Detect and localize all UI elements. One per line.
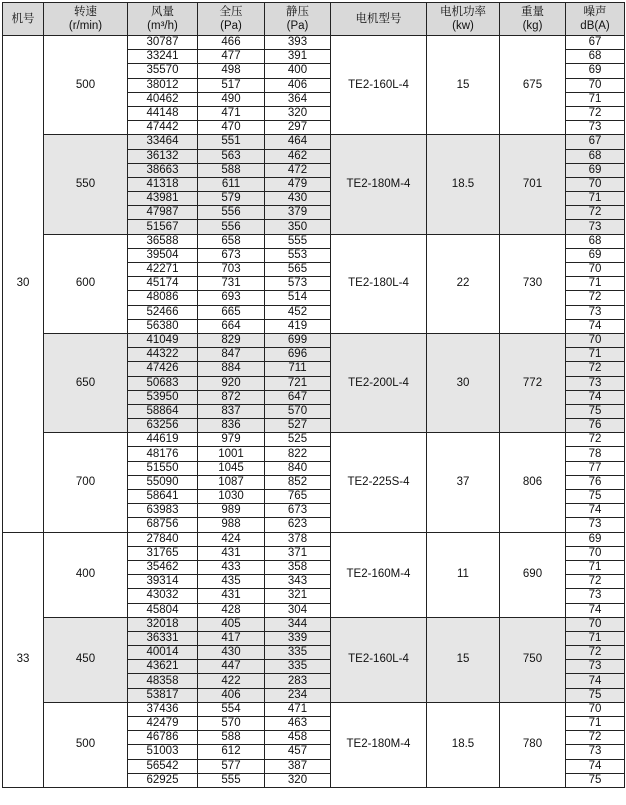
noise-cell: 71 <box>566 631 625 645</box>
header-unit: (kg) <box>522 20 543 32</box>
noise-cell: 67 <box>566 135 625 149</box>
airflow-cell: 68756 <box>128 518 198 532</box>
noise-cell: 73 <box>566 660 625 674</box>
table-row <box>3 333 625 347</box>
total-pressure-cell: 563 <box>198 149 265 163</box>
noise-cell: 69 <box>566 64 625 78</box>
weight-cell: 806 <box>500 433 566 532</box>
airflow-cell: 63983 <box>128 504 198 518</box>
total-pressure-cell: 424 <box>198 532 265 546</box>
airflow-cell: 44148 <box>128 106 198 120</box>
speed-cell: 450 <box>44 617 128 702</box>
speed-cell: 700 <box>44 433 128 532</box>
airflow-cell: 35570 <box>128 64 198 78</box>
static-pressure-cell: 514 <box>265 291 331 305</box>
airflow-cell: 30787 <box>128 36 198 50</box>
static-pressure-cell: 472 <box>265 163 331 177</box>
header-label: 电机型号 <box>355 13 402 25</box>
total-pressure-cell: 847 <box>198 348 265 362</box>
noise-cell: 78 <box>566 447 625 461</box>
noise-cell: 74 <box>566 759 625 773</box>
total-pressure-cell: 1087 <box>198 475 265 489</box>
noise-cell: 71 <box>566 560 625 574</box>
static-pressure-cell: 297 <box>265 121 331 135</box>
speed-cell: 550 <box>44 135 128 234</box>
total-pressure-cell: 658 <box>198 234 265 248</box>
total-pressure-cell: 731 <box>198 277 265 291</box>
noise-cell: 72 <box>566 362 625 376</box>
motor-power-cell: 15 <box>427 617 500 702</box>
static-pressure-cell: 371 <box>265 546 331 560</box>
total-pressure-cell: 517 <box>198 78 265 92</box>
noise-cell: 72 <box>566 575 625 589</box>
noise-cell: 73 <box>566 376 625 390</box>
motor-model-cell: TE2-160L-4 <box>331 36 427 135</box>
airflow-cell: 36132 <box>128 149 198 163</box>
static-pressure-cell: 452 <box>265 305 331 319</box>
fan-performance-table <box>2 2 625 788</box>
static-pressure-cell: 335 <box>265 660 331 674</box>
weight-cell: 690 <box>500 532 566 617</box>
airflow-cell: 45174 <box>128 277 198 291</box>
motor-power-cell: 37 <box>427 433 500 532</box>
header-unit: (kw) <box>452 20 474 32</box>
airflow-cell: 48358 <box>128 674 198 688</box>
speed-cell: 600 <box>44 234 128 333</box>
total-pressure-cell: 673 <box>198 248 265 262</box>
static-pressure-cell: 696 <box>265 348 331 362</box>
static-pressure-cell: 320 <box>265 773 331 787</box>
static-pressure-cell: 711 <box>265 362 331 376</box>
total-pressure-cell: 664 <box>198 319 265 333</box>
noise-cell: 75 <box>566 490 625 504</box>
noise-cell: 71 <box>566 277 625 291</box>
airflow-cell: 46786 <box>128 731 198 745</box>
header-label: 静压 <box>286 6 309 18</box>
airflow-cell: 48086 <box>128 291 198 305</box>
table-row <box>3 135 625 149</box>
noise-cell: 70 <box>566 617 625 631</box>
airflow-cell: 35462 <box>128 560 198 574</box>
weight-cell: 772 <box>500 333 566 432</box>
total-pressure-cell: 611 <box>198 177 265 191</box>
static-pressure-cell: 565 <box>265 263 331 277</box>
airflow-cell: 39504 <box>128 248 198 262</box>
noise-cell: 69 <box>566 248 625 262</box>
header-airflow <box>128 3 198 36</box>
static-pressure-cell: 573 <box>265 277 331 291</box>
airflow-cell: 38012 <box>128 78 198 92</box>
motor-model-cell: TE2-180M-4 <box>331 702 427 787</box>
static-pressure-cell: 430 <box>265 192 331 206</box>
total-pressure-cell: 988 <box>198 518 265 532</box>
airflow-cell: 42271 <box>128 263 198 277</box>
header-label: 电机功率 <box>440 6 486 18</box>
noise-cell: 71 <box>566 717 625 731</box>
total-pressure-cell: 588 <box>198 731 265 745</box>
noise-cell: 71 <box>566 192 625 206</box>
noise-cell: 73 <box>566 518 625 532</box>
total-pressure-cell: 428 <box>198 603 265 617</box>
static-pressure-cell: 457 <box>265 745 331 759</box>
total-pressure-cell: 406 <box>198 688 265 702</box>
table-body <box>3 36 625 788</box>
noise-cell: 72 <box>566 291 625 305</box>
machine-number-cell: 30 <box>3 36 44 533</box>
noise-cell: 74 <box>566 674 625 688</box>
total-pressure-cell: 612 <box>198 745 265 759</box>
total-pressure-cell: 693 <box>198 291 265 305</box>
airflow-cell: 38663 <box>128 163 198 177</box>
total-pressure-cell: 577 <box>198 759 265 773</box>
total-pressure-cell: 837 <box>198 404 265 418</box>
noise-cell: 70 <box>566 78 625 92</box>
noise-cell: 72 <box>566 106 625 120</box>
total-pressure-cell: 554 <box>198 702 265 716</box>
header-speed <box>44 3 128 36</box>
airflow-cell: 50683 <box>128 376 198 390</box>
static-pressure-cell: 462 <box>265 149 331 163</box>
machine-number-cell: 33 <box>3 532 44 787</box>
airflow-cell: 51003 <box>128 745 198 759</box>
static-pressure-cell: 673 <box>265 504 331 518</box>
total-pressure-cell: 433 <box>198 560 265 574</box>
noise-cell: 73 <box>566 305 625 319</box>
total-pressure-cell: 556 <box>198 220 265 234</box>
header-label: 全压 <box>219 6 243 18</box>
noise-cell: 70 <box>566 546 625 560</box>
static-pressure-cell: 647 <box>265 390 331 404</box>
total-pressure-cell: 470 <box>198 121 265 135</box>
total-pressure-cell: 665 <box>198 305 265 319</box>
noise-cell: 70 <box>566 263 625 277</box>
total-pressure-cell: 477 <box>198 50 265 64</box>
static-pressure-cell: 463 <box>265 717 331 731</box>
noise-cell: 67 <box>566 36 625 50</box>
header-row <box>3 3 625 36</box>
total-pressure-cell: 422 <box>198 674 265 688</box>
header-label: 噪声 <box>583 6 607 18</box>
header-motor-model <box>331 3 427 36</box>
static-pressure-cell: 765 <box>265 490 331 504</box>
static-pressure-cell: 304 <box>265 603 331 617</box>
total-pressure-cell: 431 <box>198 546 265 560</box>
airflow-cell: 41049 <box>128 333 198 347</box>
airflow-cell: 55090 <box>128 475 198 489</box>
noise-cell: 69 <box>566 163 625 177</box>
table-row <box>3 433 625 447</box>
airflow-cell: 33241 <box>128 50 198 64</box>
noise-cell: 73 <box>566 745 625 759</box>
airflow-cell: 58864 <box>128 404 198 418</box>
noise-cell: 74 <box>566 390 625 404</box>
weight-cell: 701 <box>500 135 566 234</box>
header-label: 转速 <box>74 6 97 18</box>
total-pressure-cell: 1045 <box>198 461 265 475</box>
noise-cell: 75 <box>566 773 625 787</box>
airflow-cell: 43621 <box>128 660 198 674</box>
speed-cell: 650 <box>44 333 128 432</box>
airflow-cell: 63256 <box>128 419 198 433</box>
table-row <box>3 532 625 546</box>
static-pressure-cell: 283 <box>265 674 331 688</box>
static-pressure-cell: 555 <box>265 234 331 248</box>
static-pressure-cell: 350 <box>265 220 331 234</box>
total-pressure-cell: 447 <box>198 660 265 674</box>
total-pressure-cell: 551 <box>198 135 265 149</box>
speed-cell: 500 <box>44 36 128 135</box>
airflow-cell: 58641 <box>128 490 198 504</box>
airflow-cell: 45804 <box>128 603 198 617</box>
static-pressure-cell: 623 <box>265 518 331 532</box>
total-pressure-cell: 405 <box>198 617 265 631</box>
header-unit: dB(A) <box>580 20 610 32</box>
noise-cell: 73 <box>566 220 625 234</box>
header-label: 风量 <box>151 6 174 18</box>
airflow-cell: 42479 <box>128 717 198 731</box>
airflow-cell: 44619 <box>128 433 198 447</box>
total-pressure-cell: 884 <box>198 362 265 376</box>
static-pressure-cell: 822 <box>265 447 331 461</box>
airflow-cell: 56380 <box>128 319 198 333</box>
noise-cell: 68 <box>566 149 625 163</box>
static-pressure-cell: 339 <box>265 631 331 645</box>
motor-model-cell: TE2-160L-4 <box>331 617 427 702</box>
header-label: 重量 <box>521 6 544 18</box>
header-unit: (m³/h) <box>147 20 178 32</box>
airflow-cell: 48176 <box>128 447 198 461</box>
header-unit: (Pa) <box>286 20 309 32</box>
airflow-cell: 32018 <box>128 617 198 631</box>
table-row <box>3 234 625 248</box>
speed-cell: 500 <box>44 702 128 787</box>
header-machine-no <box>3 3 44 36</box>
table-row <box>3 617 625 631</box>
airflow-cell: 39314 <box>128 575 198 589</box>
total-pressure-cell: 1001 <box>198 447 265 461</box>
header-label: 机号 <box>11 13 35 25</box>
static-pressure-cell: 335 <box>265 646 331 660</box>
motor-model-cell: TE2-160M-4 <box>331 532 427 617</box>
static-pressure-cell: 379 <box>265 206 331 220</box>
static-pressure-cell: 471 <box>265 702 331 716</box>
static-pressure-cell: 852 <box>265 475 331 489</box>
total-pressure-cell: 989 <box>198 504 265 518</box>
total-pressure-cell: 430 <box>198 646 265 660</box>
airflow-cell: 27840 <box>128 532 198 546</box>
airflow-cell: 31765 <box>128 546 198 560</box>
table-row <box>3 36 625 50</box>
header-weight <box>500 3 566 36</box>
static-pressure-cell: 553 <box>265 248 331 262</box>
motor-power-cell: 18.5 <box>427 702 500 787</box>
static-pressure-cell: 387 <box>265 759 331 773</box>
total-pressure-cell: 435 <box>198 575 265 589</box>
noise-cell: 68 <box>566 50 625 64</box>
airflow-cell: 43032 <box>128 589 198 603</box>
static-pressure-cell: 458 <box>265 731 331 745</box>
static-pressure-cell: 378 <box>265 532 331 546</box>
header-unit: (r/min) <box>68 20 103 32</box>
airflow-cell: 44322 <box>128 348 198 362</box>
airflow-cell: 47426 <box>128 362 198 376</box>
static-pressure-cell: 343 <box>265 575 331 589</box>
motor-power-cell: 18.5 <box>427 135 500 234</box>
airflow-cell: 51550 <box>128 461 198 475</box>
noise-cell: 72 <box>566 731 625 745</box>
motor-model-cell: TE2-180M-4 <box>331 135 427 234</box>
airflow-cell: 56542 <box>128 759 198 773</box>
static-pressure-cell: 464 <box>265 135 331 149</box>
airflow-cell: 62925 <box>128 773 198 787</box>
weight-cell: 675 <box>500 36 566 135</box>
static-pressure-cell: 321 <box>265 589 331 603</box>
airflow-cell: 37436 <box>128 702 198 716</box>
static-pressure-cell: 358 <box>265 560 331 574</box>
noise-cell: 74 <box>566 603 625 617</box>
motor-model-cell: TE2-225S-4 <box>331 433 427 532</box>
airflow-cell: 53817 <box>128 688 198 702</box>
static-pressure-cell: 525 <box>265 433 331 447</box>
noise-cell: 71 <box>566 348 625 362</box>
header-noise <box>566 3 625 36</box>
table-row <box>3 702 625 716</box>
total-pressure-cell: 588 <box>198 163 265 177</box>
fan-performance-table-container <box>2 2 625 788</box>
static-pressure-cell: 721 <box>265 376 331 390</box>
weight-cell: 730 <box>500 234 566 333</box>
airflow-cell: 47442 <box>128 121 198 135</box>
airflow-cell: 36588 <box>128 234 198 248</box>
airflow-cell: 52466 <box>128 305 198 319</box>
static-pressure-cell: 344 <box>265 617 331 631</box>
noise-cell: 71 <box>566 92 625 106</box>
airflow-cell: 41318 <box>128 177 198 191</box>
total-pressure-cell: 417 <box>198 631 265 645</box>
noise-cell: 76 <box>566 475 625 489</box>
total-pressure-cell: 872 <box>198 390 265 404</box>
total-pressure-cell: 431 <box>198 589 265 603</box>
noise-cell: 74 <box>566 319 625 333</box>
airflow-cell: 40014 <box>128 646 198 660</box>
airflow-cell: 36331 <box>128 631 198 645</box>
motor-model-cell: TE2-200L-4 <box>331 333 427 432</box>
noise-cell: 70 <box>566 333 625 347</box>
total-pressure-cell: 579 <box>198 192 265 206</box>
total-pressure-cell: 979 <box>198 433 265 447</box>
total-pressure-cell: 570 <box>198 717 265 731</box>
noise-cell: 69 <box>566 532 625 546</box>
header-total-pressure <box>198 3 265 36</box>
header-unit: (Pa) <box>220 20 242 32</box>
noise-cell: 68 <box>566 234 625 248</box>
airflow-cell: 43981 <box>128 192 198 206</box>
total-pressure-cell: 836 <box>198 419 265 433</box>
motor-power-cell: 22 <box>427 234 500 333</box>
total-pressure-cell: 703 <box>198 263 265 277</box>
total-pressure-cell: 556 <box>198 206 265 220</box>
airflow-cell: 51567 <box>128 220 198 234</box>
header-motor-power <box>427 3 500 36</box>
total-pressure-cell: 829 <box>198 333 265 347</box>
airflow-cell: 53950 <box>128 390 198 404</box>
airflow-cell: 47987 <box>128 206 198 220</box>
static-pressure-cell: 406 <box>265 78 331 92</box>
noise-cell: 73 <box>566 121 625 135</box>
noise-cell: 72 <box>566 646 625 660</box>
noise-cell: 74 <box>566 504 625 518</box>
header-static-pressure <box>265 3 331 36</box>
speed-cell: 400 <box>44 532 128 617</box>
total-pressure-cell: 498 <box>198 64 265 78</box>
noise-cell: 76 <box>566 419 625 433</box>
static-pressure-cell: 419 <box>265 319 331 333</box>
static-pressure-cell: 840 <box>265 461 331 475</box>
noise-cell: 72 <box>566 433 625 447</box>
noise-cell: 77 <box>566 461 625 475</box>
airflow-cell: 40462 <box>128 92 198 106</box>
static-pressure-cell: 391 <box>265 50 331 64</box>
static-pressure-cell: 527 <box>265 419 331 433</box>
total-pressure-cell: 466 <box>198 36 265 50</box>
noise-cell: 72 <box>566 206 625 220</box>
motor-power-cell: 30 <box>427 333 500 432</box>
weight-cell: 750 <box>500 617 566 702</box>
noise-cell: 70 <box>566 702 625 716</box>
static-pressure-cell: 400 <box>265 64 331 78</box>
total-pressure-cell: 1030 <box>198 490 265 504</box>
static-pressure-cell: 234 <box>265 688 331 702</box>
noise-cell: 73 <box>566 589 625 603</box>
noise-cell: 75 <box>566 688 625 702</box>
noise-cell: 75 <box>566 404 625 418</box>
noise-cell: 70 <box>566 177 625 191</box>
static-pressure-cell: 479 <box>265 177 331 191</box>
motor-model-cell: TE2-180L-4 <box>331 234 427 333</box>
airflow-cell: 33464 <box>128 135 198 149</box>
total-pressure-cell: 920 <box>198 376 265 390</box>
total-pressure-cell: 555 <box>198 773 265 787</box>
static-pressure-cell: 320 <box>265 106 331 120</box>
static-pressure-cell: 364 <box>265 92 331 106</box>
total-pressure-cell: 471 <box>198 106 265 120</box>
static-pressure-cell: 570 <box>265 404 331 418</box>
motor-power-cell: 11 <box>427 532 500 617</box>
motor-power-cell: 15 <box>427 36 500 135</box>
weight-cell: 780 <box>500 702 566 787</box>
total-pressure-cell: 490 <box>198 92 265 106</box>
static-pressure-cell: 699 <box>265 333 331 347</box>
static-pressure-cell: 393 <box>265 36 331 50</box>
